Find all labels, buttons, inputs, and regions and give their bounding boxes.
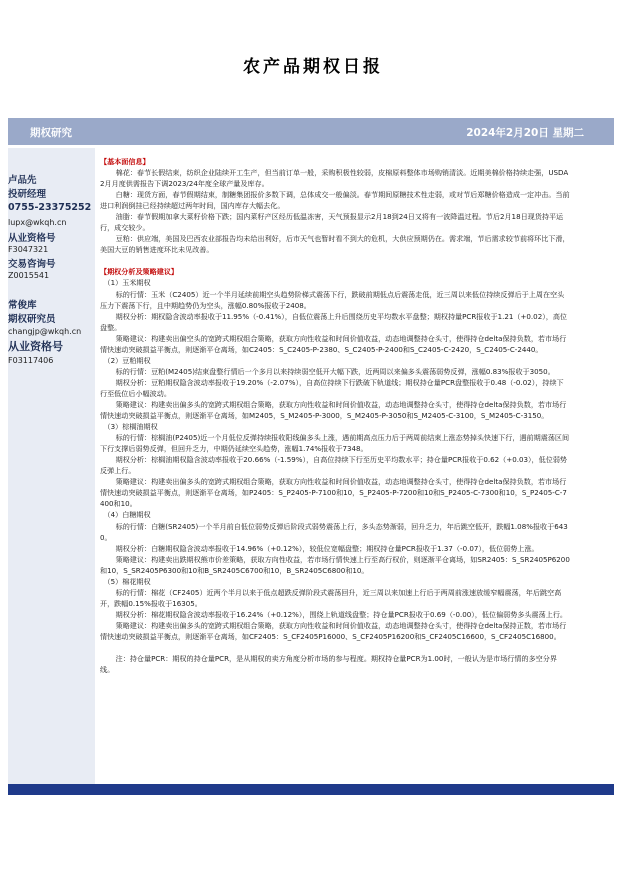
pcr-note: 注：持仓量PCR：期权的持仓量PCR，是从期权的卖方角度分析市场的参与程度。期权持仓量PCR为1.00时，一般认为是市场行情的多空分界线。 bbox=[100, 654, 557, 675]
author-title: 期权研究员 bbox=[8, 314, 56, 325]
report-date: 2024年2月20日 星期二 bbox=[466, 127, 584, 139]
section-title: （4）白糖期权 bbox=[103, 510, 151, 520]
section-title: （2）豆粕期权 bbox=[103, 355, 151, 365]
section-title: （1）玉米期权 bbox=[103, 278, 151, 288]
report-title: 农产品期权日报 bbox=[243, 57, 383, 77]
footer-bar bbox=[8, 784, 614, 795]
strategy-paragraph: 策略建议：构建卖出偏多头的宽跨式期权组合策略，获取方向性收益和时间价值收益，动态地调整持仓头寸，使得持仓delta保持正数，若市场行情快速动突破损益平衡点，则逐渐平仓离场，如CF2405：S_CF2405P16000、S_CF2405P16200和S_CF2405C16600，S_CF2405C16800。 bbox=[100, 620, 567, 641]
option-paragraph: 期权分析：白糖期权隐含波动率报收于14.96%（+0.12%），较低位宽幅盘整；期权持仓量PCR报收于1.37（-0.07），低位弱势上涨。 bbox=[115, 543, 539, 553]
author-qual-no: F03117406 bbox=[8, 356, 54, 365]
author-qual-label: 从业资格号 bbox=[8, 233, 56, 244]
report-category: 期权研究 bbox=[30, 127, 72, 139]
author-email[interactable]: changjp@wkqh.cn bbox=[8, 327, 82, 336]
option-paragraph: 期权分析：棉花期权隐含波动率报收于16.24%（+0.12%），围绕上轨道线盘整；持仓量PCR报收于0.69（-0.00），低位偏弱势多头震荡上行。 bbox=[115, 609, 568, 619]
header-band bbox=[8, 118, 614, 145]
option-paragraph: 期权分析：豆粕期权隐含波动率报收于19.20%（-2.07%），自高位持续下行跌破下轨道线；期权持仓量PCR盘整报收于0.48（-0.02），持续下行至低位后小幅波动。 bbox=[100, 377, 564, 398]
strategy-paragraph: 策略建议：构建卖出偏多头的宽跨式期权组合策略，获取方向性收益和时间价值收益，动态地调整持仓头寸，使得持仓delta保持负数，若市场行情快速动突破损益平衡点，则逐渐平仓离场，如M2405，S_M2405-P-3000，S_M2405-P-3050和S_M2405-C-3100，S_M2405-C-3150。 bbox=[100, 399, 567, 421]
market-paragraph: 标的行情：玉米（C2405）近一个半月延续前期空头趋势阶梯式震荡下行，跌破前期低点后震荡走低，近三周以来低位持续反弹后于上周在空头压力下震荡下行，且中期趋势仍为空头，涨幅0.80%报收于2408。 bbox=[100, 289, 565, 310]
section-title: （5）棉花期权 bbox=[103, 576, 151, 586]
option-paragraph: 期权分析：期权隐含波动率报收于11.95%（-0.41%），自低位震荡上升后围绕历史平均数水平盘整；期权持量PCR报收于1.21（+0.02），高位盘整。 bbox=[100, 311, 568, 332]
section-title: （3）棕榈油期权 bbox=[103, 422, 158, 432]
author-title: 投研经理 bbox=[8, 189, 47, 200]
market-paragraph: 标的行情：白糖(SR2405)一个半月前自低位弱势反弹后阶段式弱势震荡上行，多头态势渐弱，回升乏力，年后跳空低开，跌幅1.08%报收于6430。 bbox=[100, 521, 568, 542]
option-paragraph: 期权分析：棕榈油期权隐含波动率报收于20.66%（-1.59%），自高位持续下行至历史平均数水平；持仓量PCR报收于0.62（+0.03），低位弱势反弹上行。 bbox=[100, 455, 568, 476]
author-sidebar bbox=[8, 148, 95, 791]
basic-info-header: 【基本面信息】 bbox=[100, 157, 150, 166]
author-qual-no: F3047321 bbox=[8, 245, 49, 254]
author-name: 常俊库 bbox=[8, 300, 37, 311]
market-paragraph: 标的行情：棉花（CF2405）近两个半月以来于低点超跌反弹阶段式震荡回升，近三周以来加速上行后于两周前涨速放缓窄幅震荡，年后跳空高开，跌幅0.15%报收于16305。 bbox=[100, 587, 562, 608]
basic-item: 白糖：现货方面，春节假期结束，制糖集团报价多数下调，总体成交一般偏淡。春节期间原糖技术性走弱，或对节后郑糖价格造成一定冲击。当前进口利润倒挂已经持续超过两年时间，国内库存大幅去化。 bbox=[100, 190, 570, 211]
strategy-paragraph: 策略建议：构建卖出跌期权熊市价差策略，获取方向性收益，若市场行情快速上行至高行权价，则逐渐平仓离场，如SR2405：S_SR2405P6200和10，S_SR2405P6300和10和B_SR2405C6700和10，B_SR2405C6800和10。 bbox=[100, 554, 570, 575]
market-paragraph: 标的行情：豆粕(M2405)结束盘整行情后一个多月以来持续弱空低开大幅下跌，近两周以来偏多头震荡弱势反弹，涨幅0.83%报收于3050。 bbox=[115, 366, 555, 376]
author-consult-no: Z0015541 bbox=[8, 271, 50, 280]
author-phone: 0755-23375252 bbox=[8, 202, 92, 213]
strategy-paragraph: 策略建议：构建卖出偏多头的宽跨式期权组合策略，获取方向性收益和时间价值收益，动态地调整持仓头寸，使得持仓delta保持负数，若市场行情快速动突破损益平衡点，则逐渐平仓离场，如P2405：S_P2405-P-7100和10，S_P2405-P-7200和10和S_P2405-C-7300和10，S_P2405-C-7400和10。 bbox=[100, 477, 567, 509]
author-qual-label: 从业资格号 bbox=[8, 340, 63, 353]
market-paragraph: 标的行情：棕榈油(P2405)近一个月低位反弹持续报收阳线偏多头上涨，遇前期高点压力后于两周前结束上涨态势掉头快速下行，遇前期震荡区间下行支撑后弱势反弹，但回升乏力，中期仍延续空头趋势，涨幅1.74%报收于7348。 bbox=[100, 433, 570, 454]
author-email[interactable]: lupx@wkqh.cn bbox=[8, 218, 67, 227]
basic-item: 棉花：春节长假结束，纺织企业陆续开工生产，但当前订单一般，采购积极性较弱，皮棉原料整体市场购销清淡。近期美棉价格持续走强，USDA2月月度供需报告下调2023/24年度全球产量及库存。 bbox=[100, 168, 569, 189]
author-consult-label: 交易咨询号 bbox=[8, 259, 56, 270]
analysis-header: 【期权分析及策略建议】 bbox=[100, 267, 179, 277]
basic-item: 油脂：春节假期加拿大菜籽价格下跌；国内菜籽产区经历低温冻害，天气预报显示2月18到24日又将有一波降温过程。节后2月18日现货持平运行，成交较少。 bbox=[100, 212, 564, 233]
strategy-paragraph: 策略建议：构建卖出偏空头的宽跨式期权组合策略，获取方向性收益和时间价值收益，动态地调整持仓头寸，使得持仓delta保持负数，若市场行情快速动突破损益平衡点，则逐渐平仓离场，如C2405：S_C2405-P-2380、S_C2405-P-2400和S_C2405-C-2420，S_C2405-C-2440。 bbox=[100, 333, 567, 354]
author-name: 卢品先 bbox=[8, 175, 37, 186]
basic-item: 豆粕：供应端，美国及巴西农业部报告均未给出利好，后市天气也暂时看不到大的危机，大供应预期仍在。需求端，节后需求较节前将环比下滑，美国大豆的销售进度环比未见改善。 bbox=[100, 234, 570, 255]
report-body bbox=[100, 156, 570, 675]
